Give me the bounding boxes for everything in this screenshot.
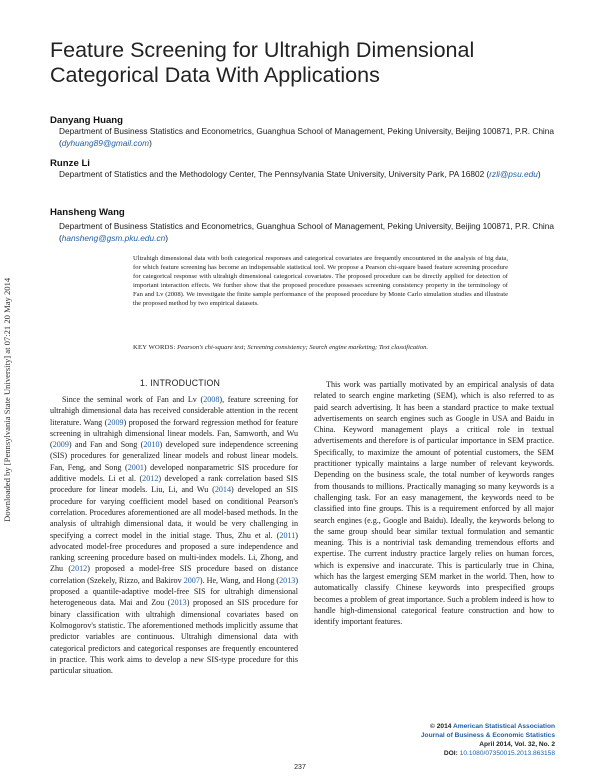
author-affiliation-3 [59, 220, 564, 245]
body-column-left [50, 394, 298, 676]
keywords [133, 344, 508, 353]
author-1-email-link[interactable]: dyhuang89@gmail.com [61, 138, 150, 149]
author-3-email-link[interactable]: hansheng@gsm.pku.edu.cn [61, 233, 166, 244]
body-text: ) proposed a quantile-adaptive model-free SIS for ultrahigh dimensional heterogeneous data. Mai and Zou ( [50, 575, 299, 608]
doi-label: DOI: [443, 750, 460, 757]
body-text: ) developed a rank correlation based SIS procedure for linear models. Liu, Li, and Wu ( [50, 474, 298, 495]
issue-info: April 2014, Vol. 32, No. 2 [479, 741, 555, 748]
body-text: ) and Fan and Song ( [68, 440, 144, 450]
association-link[interactable]: American Statistical Association [453, 723, 555, 730]
section-heading-introduction: 1. INTRODUCTION [139, 378, 221, 388]
author-2-email-link[interactable]: rzli@psu.edu [489, 169, 538, 179]
citation-link[interactable]: 2013 [279, 575, 296, 585]
affiliation-text: Department of Statistics and the Methodology Center, The Pennsylvania State University, University Park, PA 16802 ( [59, 169, 490, 179]
citation-link[interactable]: 2008 [203, 395, 220, 404]
copyright-line [385, 722, 555, 731]
doi-link[interactable]: 10.1080/07350015.2013.863158 [459, 750, 555, 757]
author-affiliation-2 [59, 168, 564, 180]
citation-link[interactable]: 2001 [127, 462, 144, 472]
paper-title: Feature Screening for Ultrahigh Dimensional Categorical Data With Applications [50, 38, 475, 87]
body-text: ) developed nonparametric SIS procedure for additive models. Li et al. ( [50, 462, 298, 484]
author-affiliation-1 [59, 125, 564, 150]
body-text: ) developed an SIS procedure for varying coefficient model based on conditional Pearson's correlation. Procedures aforementioned are all model-based methods. In the analysis of ultrahigh dimensional data, it would be very challenging in specifying a correct model in the initial stage. Thus, Zhu et al. ( [50, 485, 298, 540]
body-text: ) proposed a model-free SIS procedure based on distance correlation (Szekely, Rizzo, and Bakirov [50, 564, 298, 585]
doi-line [385, 749, 555, 758]
citation-link[interactable]: 2009 [107, 417, 124, 427]
body-text: ) proposed the forward regression method for feature screening in ultrahigh dimensional linear models. Fan, Samworth, and Wu ( [50, 417, 298, 450]
body-text: ) proposed an SIS procedure for binary classification with ultrahigh dimensional covariates based on Kolmogorov's statistic. The aforementioned methods implicitly assume that predictor variables are continuous. Ultrahigh dimensional data with categorical predictors and categorical responses are frequently encountered in practice. This work aims to develop a new SIS-type procedure for this particular situation. [50, 598, 298, 676]
keywords-text: Pearson's chi-square test; Screening consistency; Search engine marketing; Text classification. [177, 344, 429, 351]
body-text: ), feature screening for ultrahigh dimensional data has received considerable attention in the recent literature. Wang ( [50, 395, 298, 427]
body-text: ) developed sure independence screening (SIS) procedures for generalized linear models and robust linear models. Fan, Feng, and Song ( [50, 440, 298, 472]
affiliation-text: Department of Business Statistics and Econometrics, Guanghua School of Management, Peking University, Beijing 100871, P.R. China ( [59, 221, 555, 244]
citation-link[interactable]: 2012 [142, 474, 159, 484]
citation-link[interactable]: 2012 [71, 564, 88, 574]
citation-link[interactable]: 2014 [214, 485, 232, 495]
author-1-name: Danyang Huang [50, 115, 124, 126]
affiliation-text: Department of Business Statistics and Econometrics, Guanghua School of Management, Peking University, Beijing 100871, P.R. China ( [59, 126, 555, 149]
author-2-name: Runze Li [50, 158, 90, 169]
affiliation-close: ) [149, 138, 152, 149]
download-watermark [2, 250, 16, 550]
affiliation-close: ) [537, 169, 541, 179]
body-text: ) advocated model-free procedures and proposed a sure independence and ranking screening procedure based on multi-index models. Li, Zhong, and Zhu ( [50, 530, 298, 574]
abstract: Ultrahigh dimensional data with both categorical responses and categorical covariates are frequently encountered in the analysis of big data, for which feature screening has become an indispensable statistical tool. We propose a Pearson chi-square based feature screening procedure for categorical response with ultrahigh dimensional categorical covariates. The proposed procedure can be directly applied for detection of important interaction effects. We further show that the proposed procedure possesses screening consistency property in the terminology of Fan and Lv (2008). We investigate the finite sample performance of the proposed procedure by Monte Carlo simulation studies and illustrate the proposed method by two empirical datasets. [133, 255, 508, 307]
affiliation-close: ) [165, 233, 168, 244]
author-name-3 [50, 207, 125, 218]
citation-link[interactable]: 2013 [170, 598, 187, 608]
journal-footer [385, 722, 555, 758]
author-3-name: Hansheng Wang [50, 207, 125, 218]
citation-link[interactable]: 2011 [279, 530, 296, 540]
body-text: ). He, Wang, and Hong ( [199, 575, 280, 585]
body-column-right: This work was partially motivated by an empirical analysis of data related to search engine marketing (SEM), which is also referred to as paid search advertising. It has been a standard practice to make textual advertisements on search engines such as Google in USA and Baidu in China. Keyword management plays a critical role in textual advertisements and therefore is of particular importance in SEM practice. Specifically, to maximize the amount of potential customers, the SEM practitioner typically maintains a large number of relevant keywords. Depending on the business scale, the total number of keywords ranges from thousands to millions. Practically managing so many keywords is a challenging task. For an easy management, the keywords need to be classified into fine groups. This is a requirement enforced by all major search engines (e.g., Google and Baidu). Ideally, the keywords belong to the same group should bear similar textual formulation and semantic meaning. This is a nontrivial task demanding tremendous efforts and expertise. The current industry practice largely relies on human forces, which is expensive and inaccurate. This is particularly true in China, which has the largest emerging SEM market in the world. Then, how to automatically classify Chinese keywords into prespecified groups becomes a problem of great importance. Such a problem indeed is how to handle high-dimensional categorical feature construction and how to identify important features. [314, 380, 554, 627]
body-text: Since the seminal work of Fan and Lv ( [62, 395, 204, 404]
citation-link[interactable]: 2007 [183, 575, 200, 585]
download-note: Downloaded by [Pennsylvania State University] at 07:21 20 May 2014 [2, 277, 12, 523]
keywords-label: KEY WORDS: [133, 344, 176, 351]
copyright-prefix: © 2014 [430, 723, 453, 730]
citation-link[interactable]: 2010 [143, 440, 160, 450]
journal-name-link[interactable]: Journal of Business & Economic Statistics [420, 732, 555, 739]
citation-link[interactable]: 2009 [52, 440, 69, 450]
page-number: 237 [294, 764, 306, 771]
